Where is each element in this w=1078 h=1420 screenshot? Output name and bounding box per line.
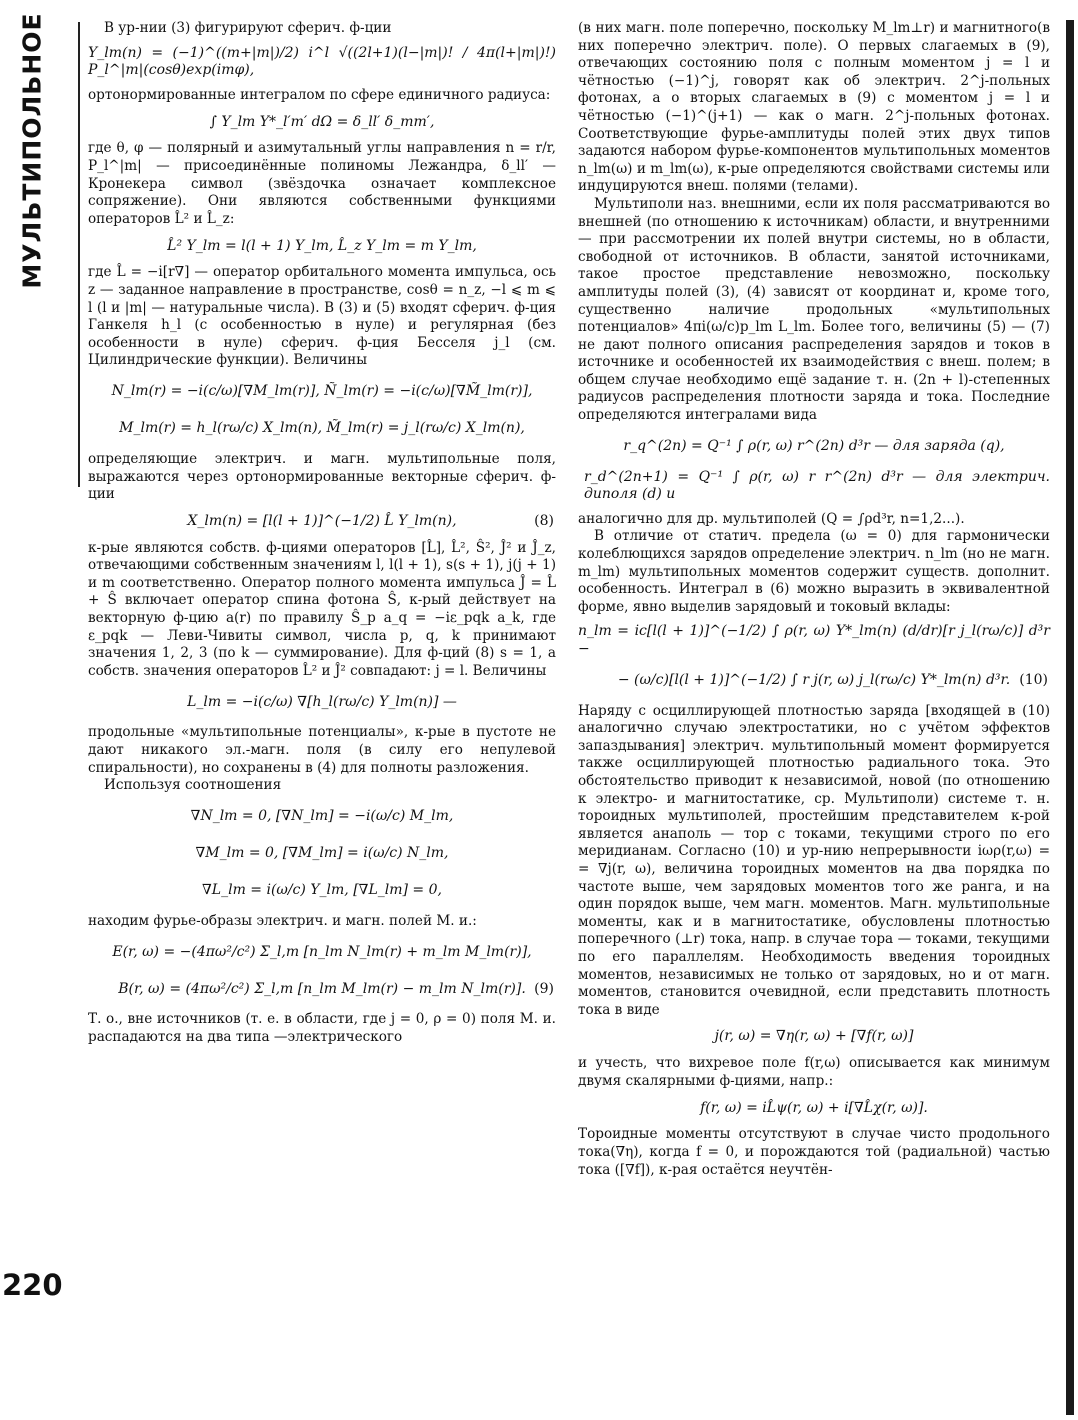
equation-spherical-function: Y_lm(n) = (−1)^((m+|m|)/2) i^l √((2l+1)(l−|m|)! / 4π(l+|m|)!) P_l^|m|(cosθ)exp(imφ), (88, 44, 556, 79)
page-edge-bar (1066, 20, 1074, 1415)
right-column (578, 20, 1050, 1310)
paragraph: В отличие от статич. предела (ω = 0) для гармонически колеблющихся зарядов определение электрич. n_lm (но не магн. m_lm) мультипольных моментов содержит существ. дополнит. особенность. Интеграл в (6) можно выразить в эквивалентной форме, явно выделив зарядовый и токовый вклады: (578, 528, 1050, 615)
paragraph: и учесть, что вихревое поле f(r,ω) описывается как минимум двумя скалярными ф-циями, напр.: (578, 1055, 1050, 1089)
paragraph: Наряду с осциллирующей плотностью заряда [входящей в (10) аналогично случаю электростатики, но с учётом эффектов запаздывания] электрич. мультипольный момент формируется также осциллирующей плотностью радиального тока. Это обстоятельство приводит к независимой, новой (по отношению к электро- и магнитостатике, ср. Мультиполи) системе т. н. тороидных мультиполей, простейшим представителем к-рой является анаполь — тор с токами, текущими строго по его меридианам. Согласно (10) и ур-нию непрерывности iωρ(r,ω) = = ∇j(r, ω), величина тороидных моментов на два порядка по частоте выше, чем зарядовых моментов того же ранга, и на один порядок выше, чем магн. моментов. Магн. мультипольные моменты, как и в магнитостатике, обусловлены плотностью поперечного (⊥r) тока, напр. в случае тора — токами, текущими по его параллелям. Необходимость введения тороидных моментов, независимых не только от зарядовых, но и от магн. моментов, становится очевидной, если представить плотность тока в виде (578, 702, 1050, 1018)
equation-multipole-moment-2 (578, 666, 1050, 696)
equation-longitudinal-potential: L_lm = −i(c/ω) ∇[h_l(rω/c) Y_lm(n)] — (187, 693, 457, 710)
paragraph: Тороидные моменты отсутствуют в случае чисто продольного тока(∇η), когда f = 0, и порождаются той (радиальной) частью тока ([∇f]), к-рая остаётся неучтён- (578, 1126, 1050, 1178)
equation-text: B(r, ω) = (4πω²/c²) Σ_l,m [n_lm M_lm(r) − m_lm N_lm(r)]. (118, 980, 526, 997)
equation-relation-3: ∇L_lm = i(ω/c) Y_lm, [∇L_lm] = 0, (202, 882, 442, 899)
page-number: 220 (2, 1268, 63, 1302)
equation-text: X_lm(n) = [l(l + 1)]^(−1/2) L̂ Y_lm(n), (187, 512, 457, 529)
paragraph: определяющие электрич. и магн. мультипольные поля, выражаются через ортонормированные векторные сферич. ф-ции (88, 450, 556, 503)
paragraph: Используя соотношения (104, 777, 282, 794)
equation-dipole-radius: r_d^(2n+1) = Q⁻¹ ∫ ρ(r, ω) r r^(2n) d³r — для электрич. диполя (d) и (584, 468, 1050, 503)
paragraph: аналогично для др. мультиполей (Q = ∫ρd³r, n=1,2...). (578, 510, 965, 527)
paragraph: (в них магн. поле поперечно, поскольку M_lm⊥r) и магнитного(в них поперечно электрич. поле). О первых слагаемых в (9), отвечающих состоянию поля с полным моментом j = l и чётностью (−1)^j, говорят как об электрич. 2^j-польных фотонах, а о вторых слагаемых в (9) с моментом j = l и чётностью (−1)^(j+1) — как о магн. 2^j-польных фотонах. Соответствующие фурье-амплитуды полей этих двух типов задаются набором фурье-компонентов мультипольных моментов n_lm(ω) и m_lm(ω), к-рые определяются свойствами системы или индуцируются внеш. полями (телами). (578, 20, 1050, 195)
equation-relation-1: ∇N_lm = 0, [∇N_lm] = −i(ω/c) M_lm, (190, 808, 454, 825)
equation-number: (8) (534, 512, 554, 529)
equation-b-field (88, 974, 556, 1004)
equation-number: (10) (1019, 671, 1048, 688)
equation-vortex-field: f(r, ω) = iL̂ψ(r, ω) + i[∇L̂χ(r, ω)]. (700, 1099, 928, 1116)
running-header (12, 11, 52, 289)
paragraph: Т. о., вне источников (т. е. в области, где j = 0, ρ = 0) поля М. и. распадаются на два типа —электрического (88, 1011, 556, 1045)
paragraph: ортонормированные интегралом по сфере единичного радиуса: (88, 86, 551, 103)
running-header-text: МУЛЬТИПОЛЬНОЕ (17, 11, 47, 289)
equation-text: − (ω/c)[l(l + 1)]^(−1/2) ∫ r j(r, ω) j_l(rω/c) Y*_lm(n) d³r. (617, 671, 1011, 688)
paragraph: В ур-нии (3) фигурируют сферич. ф-ции (104, 20, 392, 36)
equation-vector-harmonic (88, 511, 556, 533)
equation-current-density: j(r, ω) = ∇η(r, ω) + [∇f(r, ω)] (714, 1028, 914, 1045)
paragraph: где L̂ = −i[r∇] — оператор орбитального момента импульса, ось z — заданное направление в пространстве, cosθ = n_z, −l ⩽ m ⩽ l (l и |m| — натуральные числа). В (3) и (5) входят сферич. ф-ция Ганкеля h_l (с особенностью в нуле) и регулярная (без особенности в нуле) сферич. ф-ция Бесселя j_l (см. Цилиндрические функции). Величины (88, 264, 556, 369)
paragraph: Мультиполи наз. внешними, если их поля рассматриваются во внешней (по отношению к источникам) области, и внутренними — при рассмотрении их полей внутри системы, но в области, свободной от источников. В области, занятой источниками, такое простое представление невозможно, поскольку амплитуды полей (3), (4) зависят от координат и, кроме того, существенно наличие продольных «мультипольных потенциалов» 4πi(ω/c)p_lm L_lm. Более того, величины (5) — (7) не дают полного описания распределения зарядов и токов в источнике и особенностей их взаимодействия с внеш. полем; в общем случае необходимо ещё задание т. н. (2n + l)-степенных радиусов распределения плотности заряда и тока. Последние определяются интегралами вида (578, 195, 1050, 424)
paragraph: где θ, φ — полярный и азимутальный углы направления n = r/r, P_l^|m| — присоединённые полиномы Лежандра, δ_ll′ — Кронекера символ (звёздочка означает комплексное сопряжение). Они являются собственными функциями операторов L̂² и L̂_z: (88, 140, 556, 227)
paragraph: к-рые являются собств. ф-циями операторов [L̂], L̂², Ŝ², Ĵ² и Ĵ_z, отвечающими собственным значениям l, l(l + 1), s(s + 1), j(j + 1) и m соответственно. Оператор полного момента импульса Ĵ = L̂ + Ŝ включает оператор спина фотона Ŝ, к-рый действует на векторную ф-цию a(r) по правилу Ŝ_p a_q = −iε_pqk a_k, где ε_pqk — Леви-Чивиты символ, числа p, q, k принимают значения 1, 2, 3 (по k — суммирование). Для ф-ций (8) s = 1, а собств. значения операторов L̂² и Ĵ² совпадают: j = l. Величины (88, 539, 556, 679)
paragraph: находим фурье-образы электрич. и магн. полей М. и.: (88, 912, 477, 929)
header-rule (78, 22, 80, 487)
left-column (88, 20, 556, 1310)
equation-relation-2: ∇M_lm = 0, [∇M_lm] = i(ω/c) N_lm, (195, 845, 449, 862)
equation-orthonormality: ∫ Y_lm Y*_l′m′ dΩ = δ_ll′ δ_mm′, (209, 113, 435, 130)
equation-number: (9) (534, 980, 554, 997)
equation-charge-radius: r_q^(2n) = Q⁻¹ ∫ ρ(r, ω) r^(2n) d³r — для заряда (q), (623, 437, 1005, 454)
equation-eigenvalues: L̂² Y_lm = l(l + 1) Y_lm, L̂_z Y_lm = m Y_lm, (167, 237, 477, 254)
paragraph: продольные «мультипольные потенциалы», к-рые в пустоте не дают никакого эл.-магн. поля (в силу его непулевой спиральности), но сохранены в (4) для полноты разложения. (88, 724, 556, 776)
equation-multipole-moment-1: n_lm = ic[l(l + 1)]^(−1/2) ∫ ρ(r, ω) Y*_lm(n) (d/dr)[r j_l(rω/c)] d³r − (578, 623, 1050, 657)
equation-n-field: N_lm(r) = −i(c/ω)[∇M_lm(r)], Ñ_lm(r) = −i(c/ω)[∇M̃_lm(r)], (111, 383, 533, 400)
equation-e-field: E(r, ω) = −(4πω²/c²) Σ_l,m [n_lm N_lm(r) + m_lm M_lm(r)], (112, 943, 532, 960)
equation-m-field: M_lm(r) = h_l(rω/c) X_lm(n), M̃_lm(r) = j_l(rω/c) X_lm(n), (119, 420, 525, 437)
